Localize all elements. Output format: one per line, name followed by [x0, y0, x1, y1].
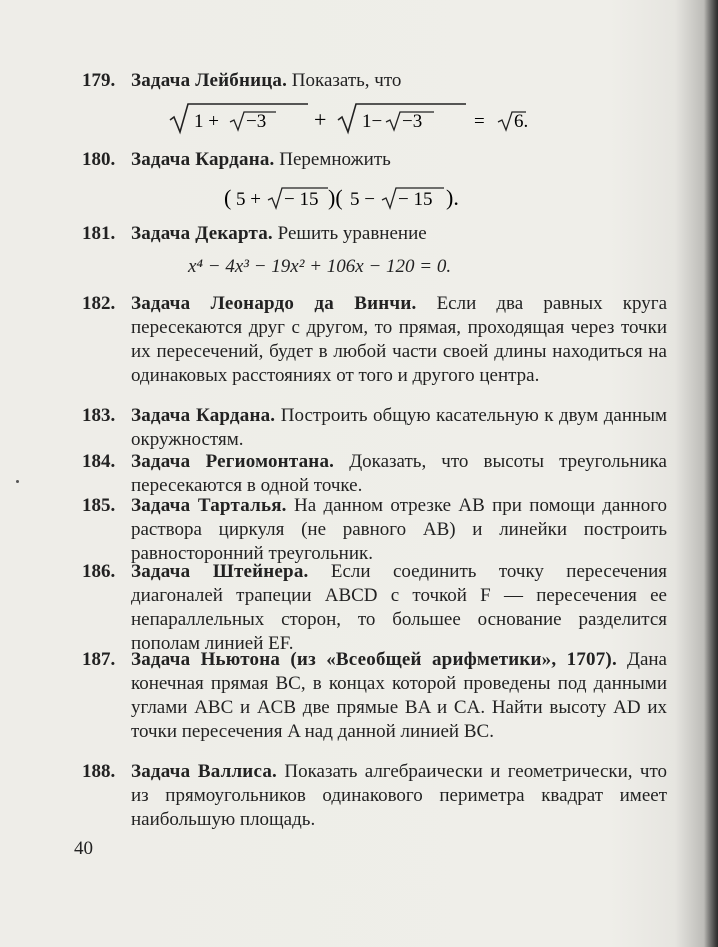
problem-text: Перемножить — [279, 149, 391, 170]
problem-text: На данном отрезке AB при помощи данного раствора циркуля (не равного AB) и линейки построить равносторонний треугольник. — [131, 495, 668, 564]
problem-number: 184. — [82, 451, 116, 472]
problem-title: Задача Тарталья. — [131, 495, 287, 516]
problem-title: Задача Валлиса. — [131, 761, 277, 782]
svg-text:6.: 6. — [514, 111, 529, 132]
problem-title: Задача Региомонтана. — [131, 451, 335, 472]
svg-text:=: = — [474, 111, 485, 132]
problem-number: 186. — [82, 561, 116, 582]
svg-text:+: + — [314, 107, 327, 132]
svg-text:).: ). — [446, 185, 459, 210]
problem-title: Задача Ньютона (из «Всеобщей арифметики», 1707). — [131, 649, 617, 670]
problem-188 — [82, 760, 667, 832]
problem-number: 181. — [82, 223, 116, 244]
problem-title: Задача Леонардо да Винчи. — [131, 293, 417, 314]
problem-text: Решить уравнение — [277, 223, 427, 244]
problem-number: 188. — [82, 761, 116, 782]
svg-text:− 15: − 15 — [284, 189, 319, 210]
problem-text: Если два равных круга пересекаются друг с другом, то прямая, проходящая через точки их пересечений, будет в любой части своей длины находиться на одинаковых расстояниях от того и другого центра. — [131, 293, 668, 386]
problem-title: Задача Штейнера. — [131, 561, 309, 582]
problem-title: Задача Кардана. — [131, 149, 275, 170]
problem-number: 180. — [82, 149, 116, 170]
problem-text: Доказать, что высоты треугольника пересекаются в одной точке. — [131, 451, 667, 496]
problem-185 — [82, 494, 667, 566]
svg-text:(: ( — [224, 185, 232, 210]
problem-182 — [82, 292, 667, 388]
problem-title: Задача Кардана. — [131, 405, 276, 426]
problem-184 — [82, 450, 667, 498]
problem-text: Если соединить точку пересечения диагоналей трапеции ABCD с точкой F — пересечения ее непараллельных сторон, то большее основание разделится пополам линией EF. — [131, 561, 668, 654]
problem-number: 179. — [82, 70, 116, 91]
problem-number: 185. — [82, 495, 116, 516]
problem-text: Дана конечная прямая BC, в концах которой проведены под данными углами ABC и ACB две прямые BA и CA. Найти высоту AD их точки пересечения A над данной линией BC. — [131, 649, 667, 742]
svg-text:)(: )( — [328, 185, 343, 210]
page-number: 40 — [74, 838, 93, 859]
problem-title: Задача Лейбница. — [131, 70, 288, 91]
problem-180 — [82, 148, 667, 172]
svg-text:−3: −3 — [402, 111, 423, 132]
problem-number: 187. — [82, 649, 116, 670]
problem-number: 182. — [82, 293, 116, 314]
page-edge-shadow — [704, 0, 718, 947]
formula-181: x⁴ − 4x³ − 19x² + 106x − 120 = 0. — [188, 256, 452, 277]
svg-text:−3: −3 — [246, 111, 267, 132]
problem-187 — [82, 648, 667, 744]
problem-179 — [82, 69, 667, 93]
svg-text:− 15: − 15 — [398, 189, 433, 210]
problem-number: 183. — [82, 405, 116, 426]
svg-text:1 +: 1 + — [194, 111, 219, 132]
problem-title: Задача Декарта. — [131, 223, 273, 244]
formula-180 — [222, 178, 512, 214]
svg-text:5 +: 5 + — [236, 189, 261, 210]
print-speck — [16, 480, 19, 483]
problem-183 — [82, 404, 667, 452]
svg-text:1−: 1− — [362, 111, 383, 132]
problem-text: Построить общую касательную к двум данным окружностям. — [131, 405, 667, 450]
problem-text: Показать алгебраически и геометрически, что из прямоугольников одинакового периметра квадрат имеет наибольшую площадь. — [131, 761, 667, 830]
formula-179 — [168, 100, 568, 136]
problem-186 — [82, 560, 667, 656]
svg-text:5 −: 5 − — [350, 189, 375, 210]
problem-181 — [82, 222, 667, 246]
problem-text: Показать, что — [291, 70, 402, 91]
